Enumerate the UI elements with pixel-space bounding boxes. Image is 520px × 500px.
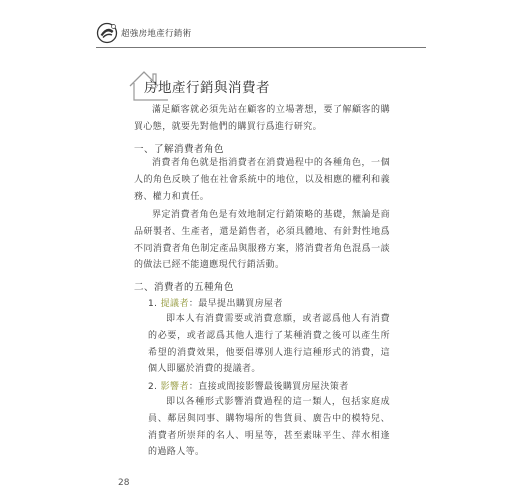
list-item-keyword: 影響者 (160, 382, 189, 392)
paragraph-define-roles: 界定消費者角色是有效地制定行銷策略的基礎，無論是商品研製者、生產者，還是銷售者，必須具體地、有針對性地爲不同消費者角色制定產品與服務方案，將消費者角色混爲一談的做法已經不能適應現代行銷活動。 (134, 210, 390, 271)
running-header (96, 22, 191, 44)
heading-understand-roles: 一、了解消費者角色 (134, 144, 225, 155)
section-title-text: 房地產行銷與消費者 (144, 80, 270, 96)
page-number: 28 (118, 478, 130, 488)
heading-five-roles: 二、消費者的五種角色 (134, 282, 235, 293)
header-title: 超強房地產行銷術 (121, 29, 192, 39)
book-logo-icon (96, 22, 118, 44)
paragraph-consumer-roles: 消費者角色就是指消費者在消費過程中的各種角色，一個人的角色反映了他在社會系統中的地位，以及相應的權利和義務、權力和責任。 (134, 158, 390, 202)
list-item-proposer (148, 296, 283, 309)
paragraph-proposer: 即本人有消費需要或消費意願，或者認爲他人有消費的必要，或者認爲其他人進行了某種消費之後可以產生所希望的消費效果，他要倡導別人進行這種形式的消費，這個人即屬於消費的提議者。 (148, 314, 390, 375)
list-item-keyword: 提議者 (160, 299, 189, 309)
list-item-number: 2. (148, 382, 158, 392)
header-rule (96, 47, 426, 48)
list-item-description: ：最早提出購買房屋者 (188, 299, 283, 309)
list-item-influencer (148, 379, 349, 392)
paragraph-influencer: 即以各種形式影響消費過程的這一類人，包括家庭成員、鄰居與同事、購物場所的售貨員、廣告中的模特兒、消費者所崇拜的名人、明星等，甚至素昧平生、萍水相逢的過路人等。 (148, 397, 390, 458)
intro-paragraph: 滿足顧客就必須先站在顧客的立場著想，要了解顧客的購買心態，就要先對他們的購買行爲進行研究。 (134, 105, 390, 132)
list-item-description: ：直接或間接影響最後購買房屋決策者 (188, 382, 349, 392)
list-item-number: 1. (148, 299, 158, 309)
